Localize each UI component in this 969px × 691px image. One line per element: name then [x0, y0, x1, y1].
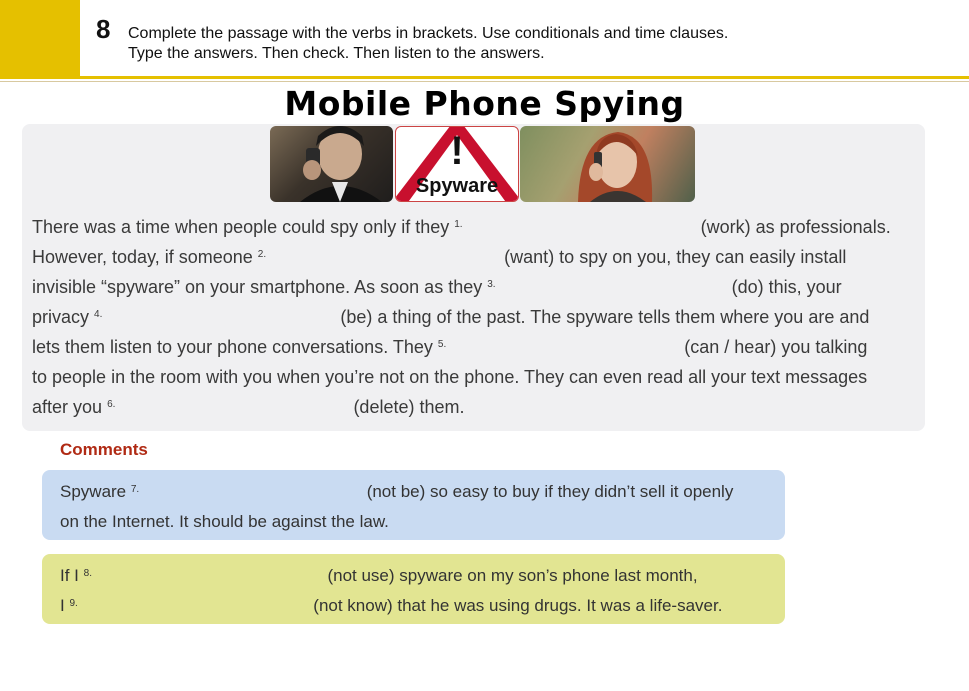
gap-number-2: 2.: [257, 249, 267, 260]
comment-2-line-2: I $^{9.}$ (not know) that he was using drugs. It was a life-saver.: [60, 596, 723, 615]
passage-line-1: There was a time when people could spy only if they $^{1.}$ (work) as professionals.: [32, 217, 891, 237]
comment-box-2: [42, 554, 785, 624]
header-accent-block: [0, 0, 80, 76]
gap-number-1: 1.: [454, 219, 463, 230]
comment-1-line-2: on the Internet. It should be against the law.: [60, 512, 389, 531]
comment-box-1: [42, 470, 785, 540]
exercise-instructions: [128, 24, 728, 64]
spyware-label: Spyware: [415, 175, 499, 197]
gap-number-4: 4.: [94, 309, 103, 320]
header-divider: [0, 76, 969, 79]
man-on-phone-photo: [270, 126, 393, 202]
page-title: Mobile Phone Spying: [284, 84, 685, 123]
spyware-warning-sign: [395, 126, 519, 202]
exercise-number: 8: [96, 14, 111, 44]
gap-number-6: 6.: [107, 399, 116, 410]
passage-line-5: lets them listen to your phone conversations. They $^{5.}$ (can / hear) you talking: [32, 337, 868, 357]
header-divider-shadow: [0, 81, 969, 82]
instruction-line-2: Type the answers. Then check. Then listen to the answers.: [128, 45, 545, 62]
passage-text: [32, 212, 922, 422]
passage-line-3: invisible “spyware” on your smartphone. As soon as they $^{3.}$ (do) this, your: [32, 277, 842, 297]
instruction-line-1: Complete the passage with the verbs in brackets. Use conditionals and time clauses.: [128, 25, 729, 42]
gap-number-7: 7.: [130, 484, 140, 495]
comment-2-line-1: If I $^{8.}$ (not use) spyware on my son’s phone last month,: [60, 566, 698, 585]
comment-1-line-1: Spyware $^{7.}$ (not be) so easy to buy if they didn’t sell it openly: [60, 482, 734, 501]
passage-line-2: However, today, if someone $^{2.}$ (want) to spy on you, they can easily install: [32, 247, 847, 267]
gap-number-9: 9.: [69, 598, 78, 609]
gap-number-8: 8.: [83, 568, 92, 579]
comments-heading: Comments: [60, 440, 148, 459]
gap-number-3: 3.: [487, 279, 496, 290]
exclamation-icon: !: [450, 129, 464, 173]
woman-on-phone-photo: [520, 126, 695, 202]
passage-line-7: after you $^{6.}$ (delete) them.: [32, 397, 465, 417]
passage-line-6: to people in the room with you when you’re not on the phone. They can even read all your text messages: [32, 367, 868, 387]
gap-number-5: 5.: [437, 339, 447, 350]
passage-line-4: privacy $^{4.}$ (be) a thing of the past. The spyware tells them where you are and: [32, 307, 870, 327]
